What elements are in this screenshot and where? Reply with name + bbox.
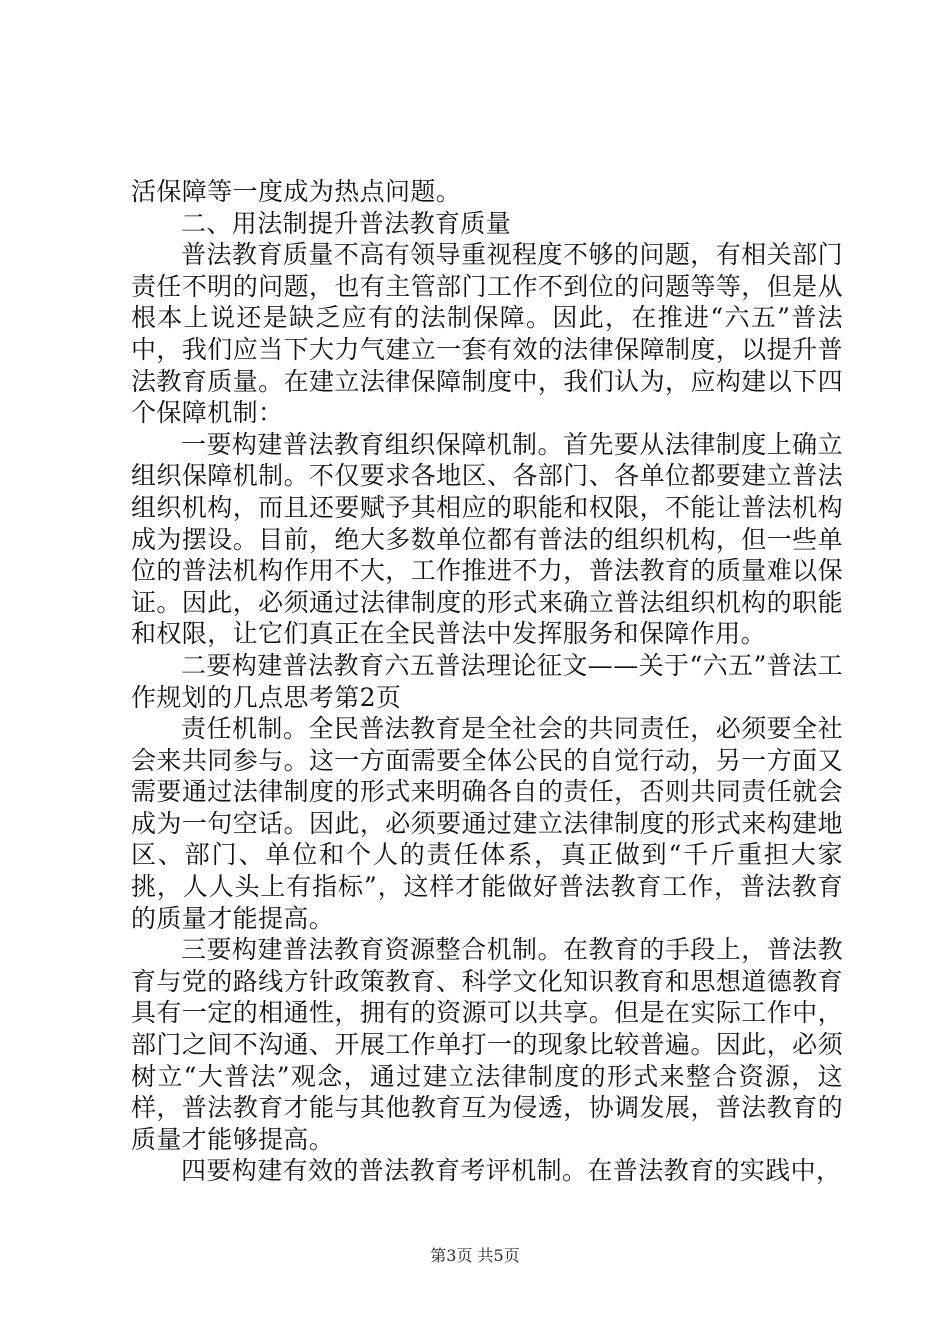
document-body: [131, 176, 843, 1187]
paragraph-4: 一要构建普法教育组织保障机制。首先要从法律制度上确立组织保障机制。不仅要求各地区、各部门、各单位都要建立普法组织机构，而且还要赋予其相应的职能和权限，不能让普法机构成为摆设。目前，绝大多数单位都有普法的组织机构，但一些单位的普法机构作用不大，工作推进不力，普法教育的质量难以保证。因此，必须通过法律制度的形式来确立普法组织机构的职能和权限，让它们真正在全民普法中发挥服务和保障作用。: [131, 429, 843, 649]
page-footer: 第3页 共5页: [430, 1246, 520, 1265]
paragraph-1: 活保障等一度成为热点问题。: [131, 177, 462, 206]
paragraph-6: 责任机制。全民普法教育是全社会的共同责任，必须要全社会来共同参与。这一方面需要全体公民的自觉行动，另一方面又需要通过法律制度的形式来明确各自的责任，否则共同责任就会成为一句空话。因此，必须要通过建立法律制度的形式来构建地区、部门、单位和个人的责任体系，真正做到“千斤重担大家挑，人人头上有指标”，这样才能做好普法教育工作，普法教育的质量才能提高。: [131, 714, 843, 933]
section-heading: 二、用法制提升普法教育质量: [181, 208, 512, 238]
paragraph-3: 普法教育质量不高有领导重视程度不够的问题，有相关部门责任不明的问题，也有主管部门工作不到位的问题等等，但是从根本上说还是缺乏应有的法制保障。因此，在推进“六五”普法中，我们应当下大力气建立一套有效的法律保障制度，以提升普法教育质量。在建立法律保障制度中，我们认为，应构建以下四个保障机制：: [131, 240, 843, 428]
paragraph-5: 二要构建普法教育六五普法理论征文——关于“六五”普法工作规划的几点思考第2页: [131, 650, 843, 712]
paragraph-7: 三要构建普法教育资源整合机制。在教育的手段上，普法教育与党的路线方针政策教育、科学文化知识教育和思想道德教育具有一定的相通性，拥有的资源可以共享。但是在实际工作中，部门之间不沟通、开展工作单打一的现象比较普遍。因此，必须树立“大普法”观念，通过建立法律制度的形式来整合资源，这样，普法教育才能与其他教育互为侵透，协调发展，普法教育的质量才能够提高。: [131, 935, 843, 1154]
paragraph-8: 四要构建有效的普法教育考评机制。在普法教育的实践中，: [181, 1156, 842, 1186]
